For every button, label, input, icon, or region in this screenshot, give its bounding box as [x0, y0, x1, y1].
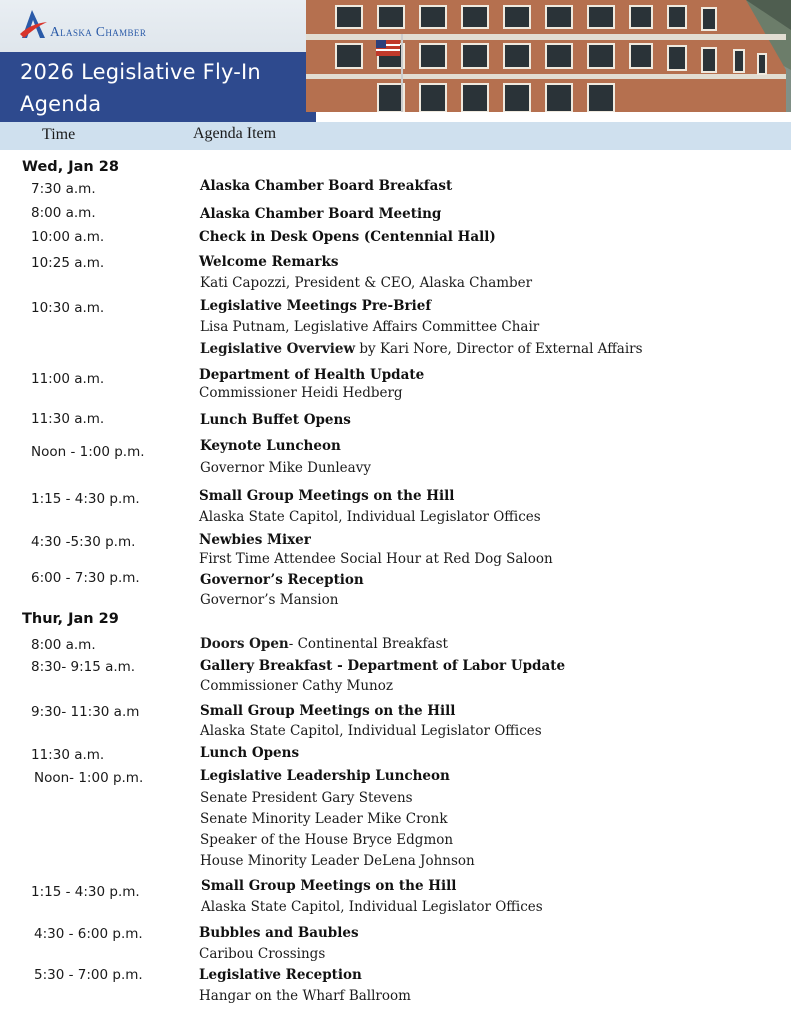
item-detail: Alaska State Capitol, Individual Legislator Offices [201, 899, 543, 915]
column-header-bar [0, 122, 791, 150]
item-time: 6:00 - 7:30 p.m. [31, 570, 140, 586]
item-title: Lunch Buffet Opens [200, 412, 351, 428]
item-title: Alaska Chamber Board Meeting [200, 206, 442, 222]
item-time: 5:30 - 7:00 p.m. [34, 967, 143, 983]
item-time: 10:00 a.m. [31, 229, 105, 245]
item-title: Department of Health Update [199, 367, 425, 383]
page-subtitle: Agenda [20, 92, 102, 116]
item-time: 8:00 a.m. [31, 205, 96, 221]
item-time: 4:30 - 6:00 p.m. [34, 926, 143, 942]
item-title: Legislative Reception [199, 967, 362, 983]
item-time: 1:15 - 4:30 p.m. [31, 491, 140, 507]
item-title [200, 636, 448, 652]
item-time: Noon- 1:00 p.m. [34, 770, 144, 786]
org-name: Alaska Chamber [50, 24, 147, 39]
item-title: Check in Desk Opens (Centennial Hall) [199, 229, 496, 245]
item-time: 9:30- 11:30 a.m [31, 704, 140, 720]
chamber-swoosh-icon [18, 8, 48, 42]
item-time: Noon - 1:00 p.m. [31, 444, 145, 460]
item-detail: Hangar on the Wharf Ballroom [199, 988, 411, 1004]
item-title-bold: Doors Open [200, 636, 289, 652]
item-title: Alaska Chamber Board Breakfast [200, 178, 453, 194]
item-time: 11:00 a.m. [31, 371, 105, 387]
item-detail: Senate President Gary Stevens [200, 790, 413, 806]
logo-band [0, 0, 316, 52]
item-time: 10:25 a.m. [31, 255, 105, 271]
item-time: 10:30 a.m. [31, 300, 105, 316]
item-title: Lunch Opens [200, 745, 300, 761]
title-block [0, 52, 316, 122]
item-detail: Alaska State Capitol, Individual Legislator Offices [199, 509, 541, 525]
item-detail: Commissioner Cathy Munoz [200, 678, 393, 694]
day-heading: Thur, Jan 29 [22, 611, 119, 627]
item-time: 11:30 a.m. [31, 747, 105, 763]
capitol-building-photo [306, 0, 791, 112]
alaska-chamber-logo [18, 8, 146, 42]
item-title: Legislative Meetings Pre-Brief [200, 298, 432, 314]
item-time: 4:30 -5:30 p.m. [31, 534, 136, 550]
item-title: Small Group Meetings on the Hill [201, 878, 457, 894]
item-detail: Speaker of the House Bryce Edgmon [200, 832, 454, 848]
item-time: 7:30 a.m. [31, 181, 96, 197]
item-detail: Commissioner Heidi Hedberg [199, 385, 403, 401]
item-title: Newbies Mixer [199, 532, 311, 548]
item-title: Gallery Breakfast - Department of Labor Update [200, 658, 566, 674]
item-detail-rest: by Kari Nore, Director of External Affairs [355, 341, 643, 357]
item-detail: Lisa Putnam, Legislative Affairs Committee Chair [200, 319, 540, 335]
page-title: 2026 Legislative Fly-In [20, 60, 261, 84]
item-time: 11:30 a.m. [31, 411, 105, 427]
item-time: 8:30- 9:15 a.m. [31, 659, 136, 675]
item-title: Welcome Remarks [199, 254, 339, 270]
item-time: 1:15 - 4:30 p.m. [31, 884, 140, 900]
item-title: Legislative Leadership Luncheon [200, 768, 450, 784]
item-detail: First Time Attendee Social Hour at Red Dog Saloon [199, 551, 553, 567]
item-detail: House Minority Leader DeLena Johnson [200, 853, 475, 869]
item-detail [200, 341, 643, 357]
item-detail-bold: Legislative Overview [200, 341, 356, 357]
item-detail: Kati Capozzi, President & CEO, Alaska Chamber [200, 275, 533, 291]
item-detail: Alaska State Capitol, Individual Legislator Offices [200, 723, 542, 739]
item-time: 8:00 a.m. [31, 637, 96, 653]
item-detail: Caribou Crossings [199, 946, 326, 962]
item-detail: Governor Mike Dunleavy [200, 460, 371, 476]
item-title: Governor’s Reception [200, 572, 364, 588]
item-title: Bubbles and Baubles [199, 925, 359, 941]
item-title: Small Group Meetings on the Hill [199, 488, 455, 504]
column-header-agenda-item: Agenda Item [193, 125, 277, 142]
page-header [0, 0, 791, 122]
item-title-rest: - Continental Breakfast [288, 636, 448, 652]
item-title: Keynote Luncheon [200, 438, 341, 454]
item-title: Small Group Meetings on the Hill [200, 703, 456, 719]
column-header-time: Time [42, 126, 76, 143]
day-heading: Wed, Jan 28 [22, 159, 119, 175]
item-detail: Senate Minority Leader Mike Cronk [200, 811, 448, 827]
item-detail: Governor’s Mansion [200, 592, 339, 608]
